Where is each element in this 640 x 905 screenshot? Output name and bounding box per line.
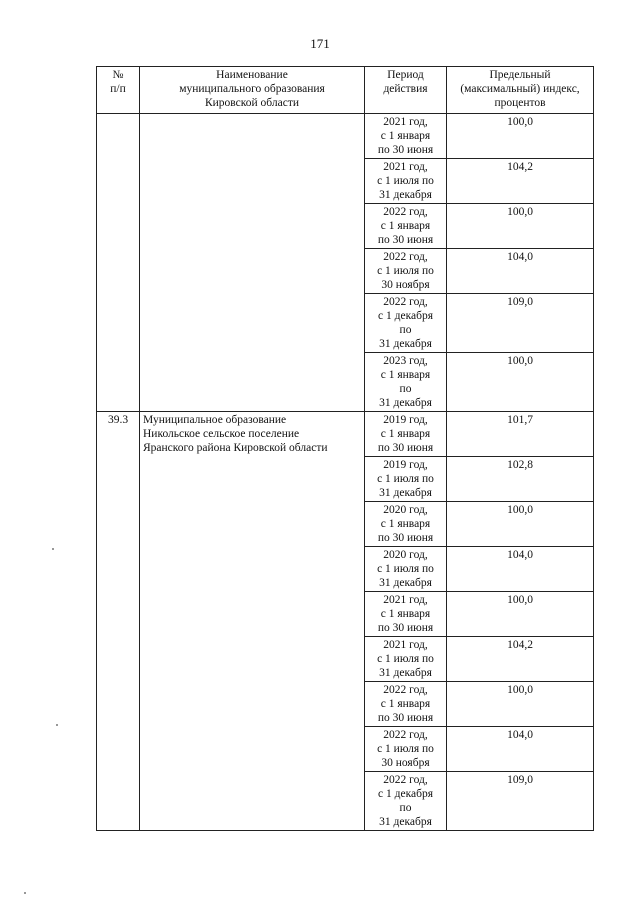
period-cell [365,457,447,502]
period-line: с 1 июля по [377,743,434,755]
index-value-cell: 104,0 [447,727,594,772]
header-row [97,67,594,114]
period-line: с 1 июля по [377,175,434,187]
period-line: по 30 июня [377,712,434,724]
period-cell [365,772,447,831]
row-number-cell [97,114,140,412]
period-line: 31 декабря [379,667,432,679]
period-line: 2020 год, [383,549,428,561]
tariff-index-table [96,66,594,831]
period-line: с 1 июля по [377,473,434,485]
period-line: с 1 января [380,698,431,710]
index-value-cell: 104,2 [447,637,594,682]
header-max-index: Предельный (максимальный) индекс, процентов [447,67,594,114]
period-line: по 30 июня [377,442,434,454]
period-line: 31 декабря [379,487,432,499]
municipality-name-line: Никольское сельское поселение [143,428,300,440]
index-value-cell: 109,0 [447,772,594,831]
index-value-cell: 102,8 [447,457,594,502]
scan-speck [56,724,58,726]
scan-speck [52,548,54,550]
period-line: 30 ноября [381,279,430,291]
period-line: с 1 декабря [378,788,433,800]
period-line: по 30 июня [377,144,434,156]
period-line: 31 декабря [379,397,432,409]
period-cell [365,114,447,159]
period-line: 2022 год, [383,729,428,741]
period-line: по [399,802,412,814]
index-value-cell: 100,0 [447,204,594,249]
period-cell [365,727,447,772]
period-line: с 1 января [380,428,431,440]
municipality-name-cell [140,114,365,412]
period-line: по [399,383,412,395]
period-line: по [399,324,412,336]
index-value-cell: 104,0 [447,249,594,294]
period-line: с 1 января [380,220,431,232]
period-line: 2023 год, [383,355,428,367]
period-cell [365,502,447,547]
period-line: 2020 год, [383,504,428,516]
index-value-cell: 100,0 [447,592,594,637]
index-value-cell: 104,0 [447,547,594,592]
period-line: с 1 декабря [378,310,433,322]
header-municipality-name: Наименование муниципального образования Кировской области [140,67,365,114]
period-line: по 30 июня [377,532,434,544]
index-value-cell: 100,0 [447,682,594,727]
table-body [97,114,594,831]
period-line: 2022 год, [383,296,428,308]
period-line: с 1 июля по [377,653,434,665]
index-value-cell: 101,7 [447,412,594,457]
period-line: по 30 июня [377,234,434,246]
period-line: с 1 июля по [377,265,434,277]
row-number-cell: 39.3 [97,412,140,831]
municipality-name-line: Муниципальное образование [143,414,287,426]
municipality-name-line: Яранского района Кировской области [143,442,328,454]
index-value-cell: 100,0 [447,114,594,159]
period-cell [365,294,447,353]
period-line: 2022 год, [383,251,428,263]
period-cell [365,412,447,457]
period-cell [365,682,447,727]
period-line: 31 декабря [379,189,432,201]
period-cell [365,547,447,592]
index-value-cell: 100,0 [447,502,594,547]
page-number: 171 [310,36,330,51]
period-line: с 1 января [380,518,431,530]
period-line: 2021 год, [383,639,428,651]
period-line: с 1 января [380,130,431,142]
period-cell [365,592,447,637]
period-cell [365,159,447,204]
period-line: 2021 год, [383,594,428,606]
index-value-cell: 104,2 [447,159,594,204]
period-line: 2022 год, [383,774,428,786]
index-value-cell: 100,0 [447,353,594,412]
period-cell [365,249,447,294]
period-line: 2022 год, [383,206,428,218]
period-cell [365,637,447,682]
table-row [97,412,594,457]
period-line: 2021 год, [383,161,428,173]
municipality-name-cell [140,412,365,831]
index-value-cell: 109,0 [447,294,594,353]
period-line: с 1 января [380,369,431,381]
table-row [97,114,594,159]
scan-speck [24,892,26,894]
period-line: 2019 год, [383,459,428,471]
period-cell [365,204,447,249]
period-line: 30 ноября [381,757,430,769]
period-line: по 30 июня [377,622,434,634]
period-line: 31 декабря [379,338,432,350]
period-line: 2022 год, [383,684,428,696]
period-line: 31 декабря [379,816,432,828]
period-line: 31 декабря [379,577,432,589]
header-number: № п/п [97,67,140,114]
period-line: 2019 год, [383,414,428,426]
period-line: с 1 июля по [377,563,434,575]
period-cell [365,353,447,412]
period-line: с 1 января [380,608,431,620]
table-header [97,67,594,114]
period-line: 2021 год, [383,116,428,128]
header-period: Период действия [365,67,447,114]
